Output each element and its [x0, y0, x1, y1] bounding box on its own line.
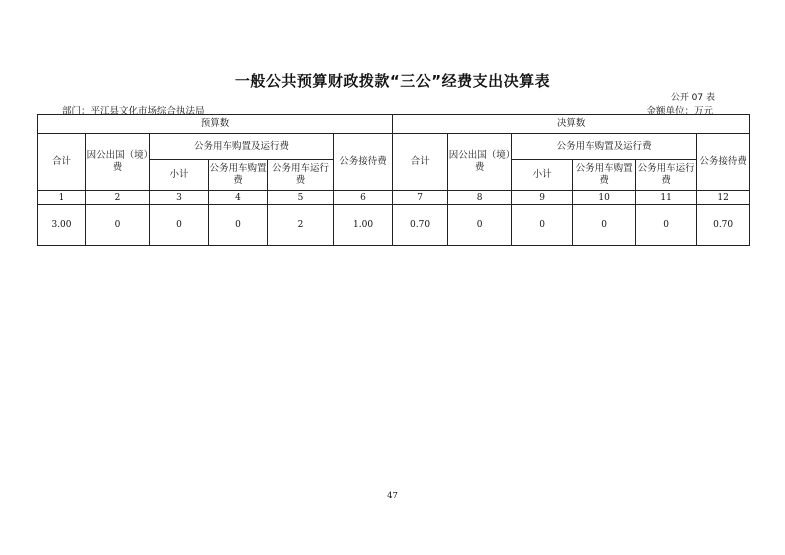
column-number: 5: [268, 191, 334, 205]
final-section-header: 决算数: [393, 115, 750, 134]
report-title: 一般公共预算财政拨款“三公”经费支出决算表: [234, 72, 551, 90]
final-vehicle-operation-header: 公务用车运行费: [636, 160, 697, 191]
final-vehicle-purchase-value: 0: [573, 205, 636, 246]
final-subtotal-value: 0: [512, 205, 573, 246]
budget-section-header: 预算数: [38, 115, 393, 134]
budget-total-header: 合计: [38, 134, 86, 191]
section-header-row: [38, 115, 750, 134]
department-label: 部门：平江县文化市场综合执法局: [62, 106, 205, 117]
budget-total-value: 3.00: [38, 205, 86, 246]
final-reception-header: 公务接待费: [697, 134, 750, 191]
final-vehicle-group-header: 公务用车购置及运行费: [512, 134, 697, 160]
column-number: 9: [512, 191, 573, 205]
final-abroad-value: 0: [448, 205, 512, 246]
budget-abroad-value: 0: [86, 205, 150, 246]
budget-vehicle-purchase-value: 0: [209, 205, 268, 246]
column-number: 4: [209, 191, 268, 205]
budget-abroad-header: 因公出国（境）费: [86, 134, 150, 191]
budget-reception-header: 公务接待费: [334, 134, 393, 191]
column-number: 6: [334, 191, 393, 205]
column-number: 7: [393, 191, 448, 205]
column-number: 2: [86, 191, 150, 205]
column-number: 11: [636, 191, 697, 205]
budget-subtotal-value: 0: [150, 205, 209, 246]
final-vehicle-purchase-header: 公务用车购置费: [573, 160, 636, 191]
final-reception-value: 0.70: [697, 205, 750, 246]
final-total-value: 0.70: [393, 205, 448, 246]
column-number: 3: [150, 191, 209, 205]
budget-subtotal-header: 小计: [150, 160, 209, 191]
final-abroad-header: 因公出国（境）费: [448, 134, 512, 191]
form-number: 公开 07 表: [670, 93, 715, 103]
column-number-row: [38, 191, 750, 205]
column-number: 12: [697, 191, 750, 205]
final-subtotal-header: 小计: [512, 160, 573, 191]
unit-label: 金额单位：万元: [646, 106, 713, 117]
page-number: 47: [387, 491, 398, 501]
final-vehicle-operation-value: 0: [636, 205, 697, 246]
expense-table: [37, 114, 750, 246]
column-number: 1: [38, 191, 86, 205]
budget-vehicle-purchase-header: 公务用车购置费: [209, 160, 268, 191]
budget-vehicle-operation-value: 2: [268, 205, 334, 246]
final-total-header: 合计: [393, 134, 448, 191]
column-header-row: [38, 134, 750, 160]
budget-vehicle-group-header: 公务用车购置及运行费: [150, 134, 334, 160]
budget-reception-value: 1.00: [334, 205, 393, 246]
column-number: 8: [448, 191, 512, 205]
value-row: [38, 205, 750, 246]
budget-vehicle-operation-header: 公务用车运行费: [268, 160, 334, 191]
column-number: 10: [573, 191, 636, 205]
